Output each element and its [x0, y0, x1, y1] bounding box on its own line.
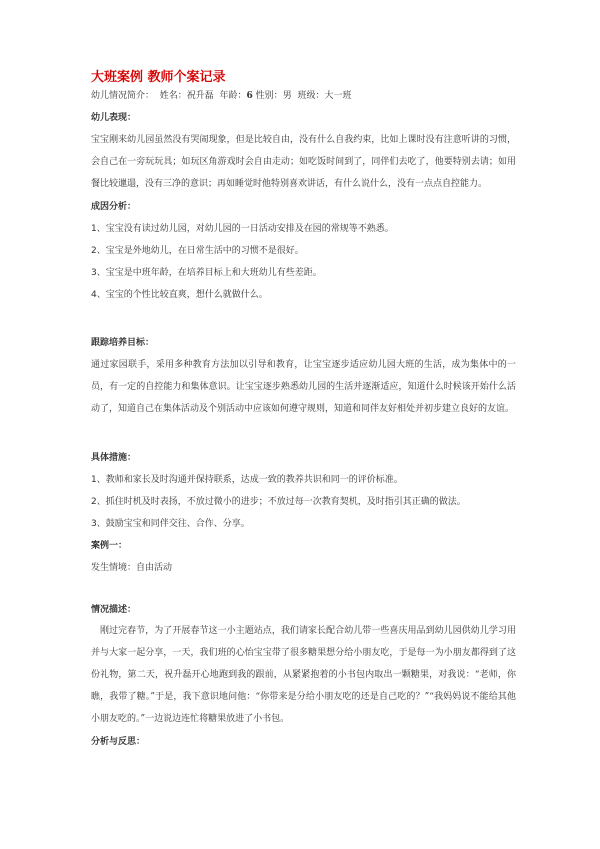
list-item: 4、宝宝的个性比较直爽，想什么就做什么。 [91, 290, 268, 300]
child-sex: 男 [282, 91, 292, 101]
description-text: 刚过完春节，为了开展春节这一小主题站点，我们请家长配合幼儿带一些喜庆用品到幼儿园供幼儿学习用并与大家一起分享，一天，我们班的心怡宝宝带了很多糖果想分给小朋友吃，于是每一为小朋友都得到了这份礼物，第二天，祝升磊开心地跑到我的跟前，从紧紧抱着的小书包内取出一颗糖果，对我说：“老师，你瞧，我带了糖。”于是，我下意识地问他：“你带来是分给小朋友吃的还是自己吃的？”“我妈妈说不能给其他小朋友吃的。”一边说边连忙将糖果放进了小书包。 [91, 626, 516, 724]
list-item: 3、鼓励宝宝和同伴交往、合作、分享。 [91, 519, 250, 529]
measures-list [91, 474, 516, 530]
age-label: 年龄： [219, 91, 247, 101]
case-heading: 案例一： [91, 541, 128, 551]
causes-list [91, 223, 516, 301]
case-situation: 发生情境：自由活动 [91, 563, 173, 573]
performance-text: 宝宝刚来幼儿园虽然没有哭闹现象，但是比较自由，没有什么自我约束，比如上课时没有注意听讲的习惯，会自己在一旁玩玩具；如玩区角游戏时会自由走动；如吃饭时间到了，同伴们去吃了，他要特别去请；如用餐比较邋遢，没有三净的意识；再如睡觉时他特别喜欢讲话，有什么说什么，没有一点点自控能力。 [91, 135, 516, 189]
list-item: 2、抓住时机及时表扬，不放过微小的进步；不放过每一次教育契机，及时指引其正确的做法。 [91, 497, 466, 507]
child-class: 大一班 [324, 91, 352, 101]
child-name: 祝升磊 [186, 91, 214, 101]
goals-text: 通过家园联手，采用多种教育方法加以引导和教育，让宝宝逐步适应幼儿园大班的生活，成为集体中的一员，有一定的自控能力和集体意识。让宝宝逐步熟悉幼儿园的生活并逐渐适应，知道什么时候该开始什么活动了，知道自己在集体活动及个别活动中应该如何遵守规则，知道和同伴友好相处并初步建立良好的友谊。 [91, 360, 516, 414]
sex-label: 性别： [255, 91, 283, 101]
performance-heading: 幼儿表现： [91, 113, 137, 123]
intro-label: 幼儿情况简介： [91, 91, 155, 101]
goals-heading: 跟踪培养目标： [91, 338, 155, 348]
list-item: 2、宝宝是外地幼儿，在日常生活中的习惯不是很好。 [91, 246, 304, 256]
child-intro [91, 90, 516, 102]
list-item: 1、教师和家长及时沟通并保持联系，达成一致的教养共识和同一的评价标准。 [91, 475, 403, 485]
name-label: 姓名： [159, 91, 187, 101]
measures-heading: 具体措施： [91, 453, 137, 463]
description-heading: 情况描述： [91, 605, 137, 615]
class-label: 班级： [297, 91, 325, 101]
list-item: 3、宝宝是中班年龄，在培养目标上和大班幼儿有些差距。 [91, 268, 322, 278]
list-item: 1、宝宝没有读过幼儿园，对幼儿园的一日活动安排及在园的常规等不熟悉。 [91, 224, 394, 234]
causes-heading: 成因分析： [91, 202, 137, 212]
analysis-heading: 分析与反思： [91, 737, 146, 747]
document-page [91, 70, 516, 748]
document-title: 大班案例 教师个案记录 [91, 70, 226, 85]
child-age: 6 [246, 91, 253, 101]
